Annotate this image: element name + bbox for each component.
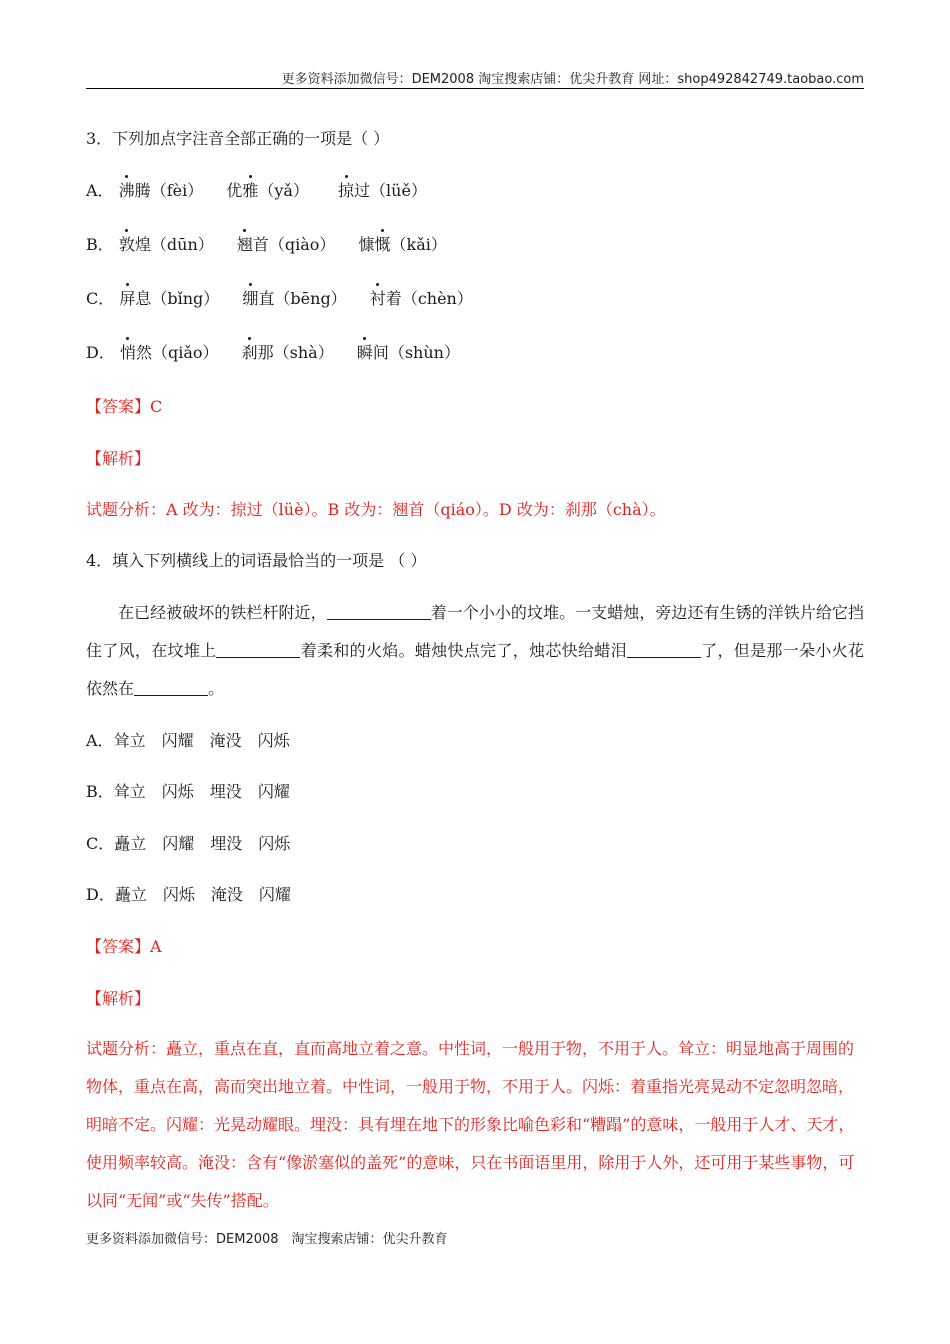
- dotted-char: 慨: [374, 235, 391, 254]
- dotted-char: 瞬: [356, 343, 373, 362]
- q4-analysis-title: 【解析】: [86, 989, 151, 1008]
- q3-option-a: [86, 180, 427, 202]
- dotted-char: 掠: [338, 181, 355, 200]
- blank-line: [627, 641, 701, 658]
- blank-line: [216, 641, 300, 658]
- option-letter: D．: [86, 343, 115, 362]
- q4-stem: 4．填入下列横线上的词语最恰当的一项是 （ ）: [86, 551, 427, 570]
- dotted-char: 沸: [118, 181, 135, 200]
- dotted-char: 翘: [236, 235, 253, 254]
- q4-answer: 【答案】A: [86, 937, 162, 956]
- dotted-char: 绷: [242, 289, 259, 308]
- dotted-char: 衬: [369, 289, 386, 308]
- page-footer: 更多资料添加微信号：DEM2008 淘宝搜索店铺：优尖升教育: [86, 1232, 448, 1247]
- option-item: 刹那（shà）: [241, 343, 334, 362]
- option-item: 悄然（qiǎo）: [119, 343, 219, 362]
- header-divider: [86, 88, 864, 89]
- option-letter: A．: [86, 181, 114, 200]
- q4-passage: 在已经被破坏的铁栏杆附近， 着一个小小的坟堆。一支蜡烛，旁边还有生锈的洋铁片给它挡住了风，在坟堆上 着柔和的火焰。蜡烛快点完了，烛芯快给蜡泪 了，但是那一朵小火花依然在 。: [86, 603, 864, 698]
- q4-option-d: D．矗立 闪烁 淹没 闪耀: [86, 885, 291, 904]
- q4-option-c: C．矗立 闪耀 埋没 闪烁: [86, 834, 291, 853]
- dotted-char: 刹: [241, 343, 258, 362]
- option-item: 掠过（lüě）: [338, 181, 427, 200]
- option-item: 绷直（bēng）: [242, 289, 347, 308]
- q4-analysis: 试题分析：矗立，重点在直，直而高地立着之意。中性词，一般用于物，不用于人。耸立：明显地高于周围的物体，重点在高，高而突出地立着。中性词，一般用于物，不用于人。闪烁：着重指光亮晃动不定忽明忽暗，明暗不定。闪耀：光晃动耀眼。埋没：具有埋在地下的形象比喻色彩和“糟蹋”的意味，一般用于人才、天才，使用频率较高。淹没：含有“像淤塞似的盖死”的意味，只在书面语里用，除用于人外，还可用于某些事物，可以同“无闻”或“失传”搭配。: [86, 1039, 855, 1210]
- option-item: 优雅（yǎ）: [226, 181, 309, 200]
- option-item: 沸腾（fèi）: [118, 181, 204, 200]
- q3-option-d: [86, 342, 460, 364]
- q3-answer: 【答案】C: [86, 397, 163, 416]
- q3-option-c: [86, 288, 473, 310]
- option-item: 衬着（chèn）: [369, 289, 473, 308]
- q4-option-b: B．耸立 闪烁 埋没 闪耀: [86, 782, 290, 801]
- option-item: 瞬间（shùn）: [356, 343, 460, 362]
- q3-analysis: 试题分析：A 改为：掠过（lüè）。B 改为：翘首（qiáo）。D 改为：刹那（chà）。: [86, 500, 666, 519]
- q3-option-b: [86, 234, 447, 256]
- option-item: 慷慨（kǎi）: [358, 235, 447, 254]
- dotted-char: 屏: [119, 289, 136, 308]
- option-letter: B．: [86, 235, 114, 254]
- q3-analysis-title: 【解析】: [86, 449, 151, 468]
- blank-line: [134, 679, 208, 696]
- dotted-char: 敦: [118, 235, 135, 254]
- q3-stem: 3．下列加点字注音全部正确的一项是（ ）: [86, 129, 390, 148]
- blank-line: [327, 603, 431, 620]
- option-item: 翘首（qiào）: [236, 235, 336, 254]
- option-item: 屏息（bǐng）: [119, 289, 220, 308]
- option-letter: C．: [86, 289, 115, 308]
- q4-option-a: A．耸立 闪耀 淹没 闪烁: [86, 731, 290, 750]
- dotted-char: 悄: [119, 343, 136, 362]
- option-item: 敦煌（dūn）: [118, 235, 214, 254]
- dotted-char: 雅: [242, 181, 259, 200]
- page-header: 更多资料添加微信号：DEM2008 淘宝搜索店铺：优尖升教育 网址：shop492842749.taobao.com: [281, 72, 864, 87]
